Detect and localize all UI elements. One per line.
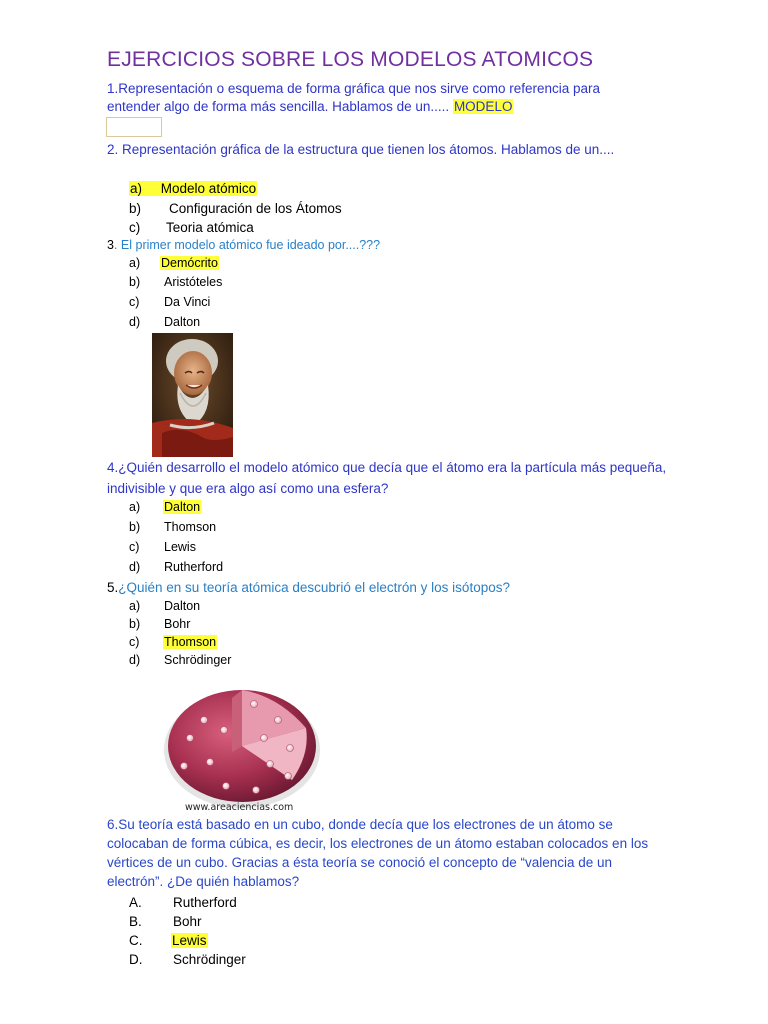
- q2-option-c-letter: c): [129, 220, 141, 235]
- q4-option-a-letter: a): [129, 500, 141, 514]
- q6-option-d-letter: D.: [129, 952, 143, 967]
- q6-option-b-letter: B.: [129, 914, 142, 929]
- q4-option-b-letter: b): [129, 520, 141, 534]
- q6-option-d-text: Schrödinger: [173, 952, 246, 967]
- q6-option-c-text: Lewis: [172, 933, 207, 948]
- question-3-number: 3: [107, 238, 114, 252]
- q5-option-a-letter: a): [129, 599, 141, 613]
- q2-option-b-text: Configuración de los Átomos: [169, 201, 342, 216]
- question-1-answer: MODELO: [453, 99, 513, 114]
- page-title: EJERCICIOS SOBRE LOS MODELOS ATOMICOS: [107, 48, 594, 71]
- q5-option-a-text: Dalton: [164, 599, 201, 613]
- q4-option-d-letter: d): [129, 560, 141, 574]
- question-5-number: 5.: [107, 580, 119, 595]
- q2-option-b: [129, 201, 342, 216]
- q2-option-a: [129, 181, 257, 196]
- q3-option-c-letter: c): [129, 295, 140, 309]
- question-4-line-2: indivisible y que era algo así como una esfera?: [107, 481, 389, 496]
- q4-option-a-text: Dalton: [164, 500, 201, 514]
- question-2: 2. Representación gráfica de la estructura que tienen los átomos. Hablamos de un....: [107, 142, 615, 157]
- q5-option-c-letter: c): [129, 635, 140, 649]
- question-6-line-4: electrón”. ¿De quién hablamos?: [107, 874, 300, 889]
- q4-option-b-text: Thomson: [164, 520, 217, 534]
- q6-option-c-letter: C.: [129, 933, 143, 948]
- question-3: [107, 238, 380, 252]
- q5-option-d-text: Schrödinger: [164, 653, 232, 667]
- q3-option-b-letter: b): [129, 275, 141, 289]
- q3-option-d-text: Dalton: [164, 315, 201, 329]
- question-1-text: entender algo de forma más sencilla. Hablamos de un.....: [107, 99, 453, 114]
- question-1-line-1: 1.Representación o esquema de forma gráfica que nos sirve como referencia para: [107, 81, 601, 96]
- q2-option-b-letter: b): [129, 201, 142, 216]
- q5-option-b-letter: b): [129, 617, 141, 631]
- question-6-line-1: 6.Su teoría está basado en un cubo, donde decía que los electrones de un átomo se: [107, 817, 613, 832]
- democritus-portrait-image: [152, 333, 233, 457]
- question-1-line-2: [107, 99, 513, 114]
- q6-option-b-text: Bohr: [173, 914, 202, 929]
- q4-option-c-letter: c): [129, 540, 140, 554]
- q3-option-d-letter: d): [129, 315, 141, 329]
- atom-model-image: [160, 668, 320, 818]
- q2-option-c: [129, 220, 254, 235]
- q2-option-a-letter: a): [130, 181, 143, 196]
- q5-option-d-letter: d): [129, 653, 141, 667]
- question-6-line-3: vértices de un cubo. Gracias a ésta teoría se conoció el concepto de “valencia de un: [107, 855, 613, 870]
- q2-option-c-text: Teoria atómica: [166, 220, 254, 235]
- q5-option-c-text: Thomson: [164, 635, 217, 649]
- q6-option-a-letter: A.: [129, 895, 142, 910]
- q5-option-b-text: Bohr: [164, 617, 191, 631]
- q3-option-c-text: Da Vinci: [164, 295, 211, 309]
- question-5: [107, 580, 510, 595]
- q2-option-a-text: Modelo atómico: [160, 181, 257, 196]
- question-4-line-1: 4.¿Quién desarrollo el modelo atómico que decía que el átomo era la partícula más pequeña,: [107, 460, 667, 475]
- q3-option-a-letter: a): [129, 256, 141, 270]
- image-source-caption: www.areaciencias.com: [185, 802, 294, 813]
- question-6-line-2: colocaban de forma cúbica, es decir, los electrones de un átomo estaban colocados en los: [107, 836, 649, 851]
- answer-box: [106, 117, 162, 137]
- q3-option-b-text: Aristóteles: [164, 275, 223, 289]
- q4-option-d-text: Rutherford: [164, 560, 224, 574]
- question-5-text: ¿Quién en su teoría atómica descubrió el electrón y los isótopos?: [118, 580, 510, 595]
- q6-option-a-text: Rutherford: [173, 895, 237, 910]
- question-3-text: . El primer modelo atómico fue ideado por....???: [113, 238, 381, 252]
- q3-option-a-text: Demócrito: [161, 256, 218, 270]
- q4-option-c-text: Lewis: [164, 540, 196, 554]
